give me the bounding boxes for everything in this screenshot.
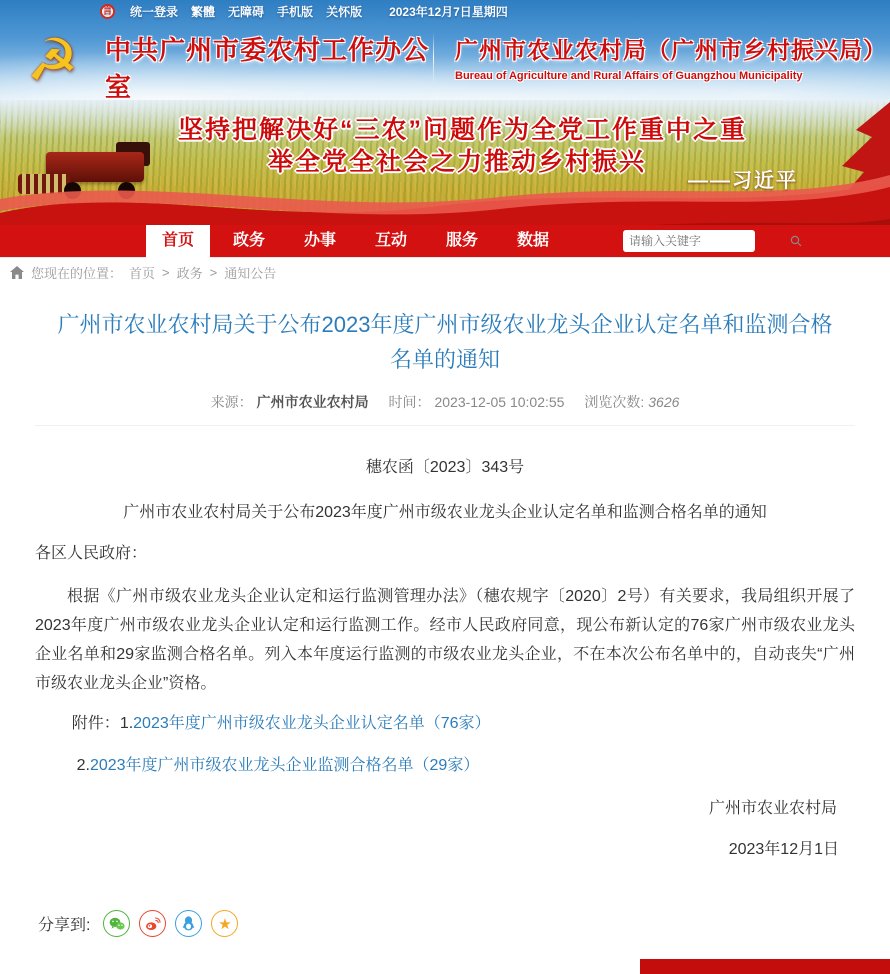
- footer-red-strip: [640, 959, 890, 974]
- article-body: [35, 453, 855, 864]
- org-left[interactable]: [105, 22, 435, 100]
- attachment-2-prefix: 2.: [76, 757, 90, 774]
- link-mobile[interactable]: 手机版: [277, 4, 314, 19]
- body-paragraph: 根据《广州市级农业龙头企业认定和运行监测管理办法》（穗农规字〔2020〕2号）有关要求，我局组织开展了2023年度广州市级农业龙头企业认定和运行监测工作。经市人民政府同意，现公布新认定的76家广州市级农业龙头企业名单和29家监测合格名单。列入本年度运行监测的市级农业龙头企业，不在本次公布名单中的，自动丧失“广州市级农业龙头企业”资格。: [35, 588, 855, 692]
- link-accessibility[interactable]: 无障碍: [228, 4, 265, 19]
- utility-bar: [0, 0, 890, 22]
- search-box: [623, 230, 755, 252]
- org-left-title: 中共广州市委农村工作办公室: [105, 35, 430, 100]
- search-input[interactable]: [623, 234, 790, 248]
- wechat-share-icon[interactable]: [103, 910, 130, 937]
- source-label: 来源：: [210, 394, 253, 410]
- breadcrumb-sep2: >: [209, 265, 218, 280]
- slogan-attribution: ——习近平: [688, 170, 798, 192]
- org-right-title: 广州市农业农村局（广州市乡村振兴局）: [455, 37, 887, 63]
- time-label: 时间：: [388, 394, 431, 410]
- party-emblem-icon: ☭: [26, 28, 79, 93]
- views-value: 3626: [648, 394, 680, 410]
- qzone-share-icon[interactable]: ★: [211, 910, 238, 937]
- link-traditional[interactable]: 繁體: [191, 4, 216, 19]
- header-divider: [433, 32, 434, 84]
- link-unified-login[interactable]: 统一登录: [130, 4, 179, 19]
- document-number: 穗农函〔2023〕343号: [365, 459, 525, 476]
- share-label: 分享到:: [38, 917, 91, 934]
- current-date: 2023年12月7日星期四: [389, 4, 508, 19]
- nav-item-service[interactable]: 服务: [445, 232, 478, 249]
- banner: [0, 100, 890, 225]
- attachment-1-link[interactable]: 2023年度广州市级农业龙头企业认定名单（76家）: [133, 715, 491, 732]
- breadcrumb-prefix: 您现在的位置：: [31, 266, 123, 281]
- attachment-2-link[interactable]: 2023年度广州市级农业龙头企业监测合格名单（29家）: [89, 757, 480, 774]
- site-header: [0, 0, 890, 100]
- attachment-line-2: [35, 751, 855, 780]
- nav-item-services[interactable]: 办事: [303, 232, 336, 249]
- attachments-label: 附件：: [71, 715, 120, 732]
- home-icon: [10, 266, 24, 279]
- source-value: 广州市农业农村局: [256, 394, 369, 410]
- time-value: 2023-12-05 10:02:55: [434, 394, 565, 410]
- article: [35, 307, 855, 864]
- qq-share-icon[interactable]: [175, 910, 202, 937]
- breadcrumb-notices[interactable]: 通知公告: [224, 266, 277, 281]
- signature-date: 2023年12月1日: [728, 841, 839, 858]
- main-nav: [0, 225, 890, 257]
- nav-item-interaction[interactable]: 互动: [374, 232, 407, 249]
- nav-item-government[interactable]: 政务: [232, 232, 265, 249]
- banner-slogan-line1: 坚持把解决好“三农”问题作为全党工作重中之重: [178, 116, 748, 144]
- attachment-line-1: [35, 709, 855, 738]
- org-right[interactable]: [435, 22, 890, 100]
- breadcrumb: [0, 257, 890, 287]
- share-bar: [0, 910, 890, 937]
- signature-org: 广州市农业农村局: [708, 800, 837, 817]
- banner-slogan-line2: 举全党全社会之力推动乡村振兴: [268, 148, 647, 176]
- attachment-1-prefix: 1.: [119, 715, 134, 732]
- nav-item-home[interactable]: 首页: [146, 225, 210, 262]
- link-care-version[interactable]: 关怀版: [326, 4, 363, 19]
- breadcrumb-government[interactable]: 政务: [176, 266, 203, 281]
- gov-badge-icon: 言: [100, 4, 115, 19]
- nav-item-data[interactable]: 数据: [516, 232, 549, 249]
- article-meta: [35, 392, 855, 426]
- search-icon[interactable]: [790, 235, 802, 247]
- document-title: 广州市农业农村局关于公布2023年度广州市级农业龙头企业认定名单和监测合格名单的通知: [123, 504, 767, 521]
- breadcrumb-home[interactable]: 首页: [129, 266, 156, 281]
- page-title: 广州市农业农村局关于公布2023年度广州市级农业龙头企业认定名单和监测合格名单的通知: [57, 312, 833, 372]
- org-right-subtitle: Bureau of Agriculture and Rural Affairs of Guangzhou Municipality: [455, 70, 803, 82]
- salutation: 各区人民政府：: [35, 545, 148, 562]
- views-label: 浏览次数:: [584, 394, 645, 410]
- weibo-share-icon[interactable]: [139, 910, 166, 937]
- breadcrumb-sep1: >: [162, 265, 170, 280]
